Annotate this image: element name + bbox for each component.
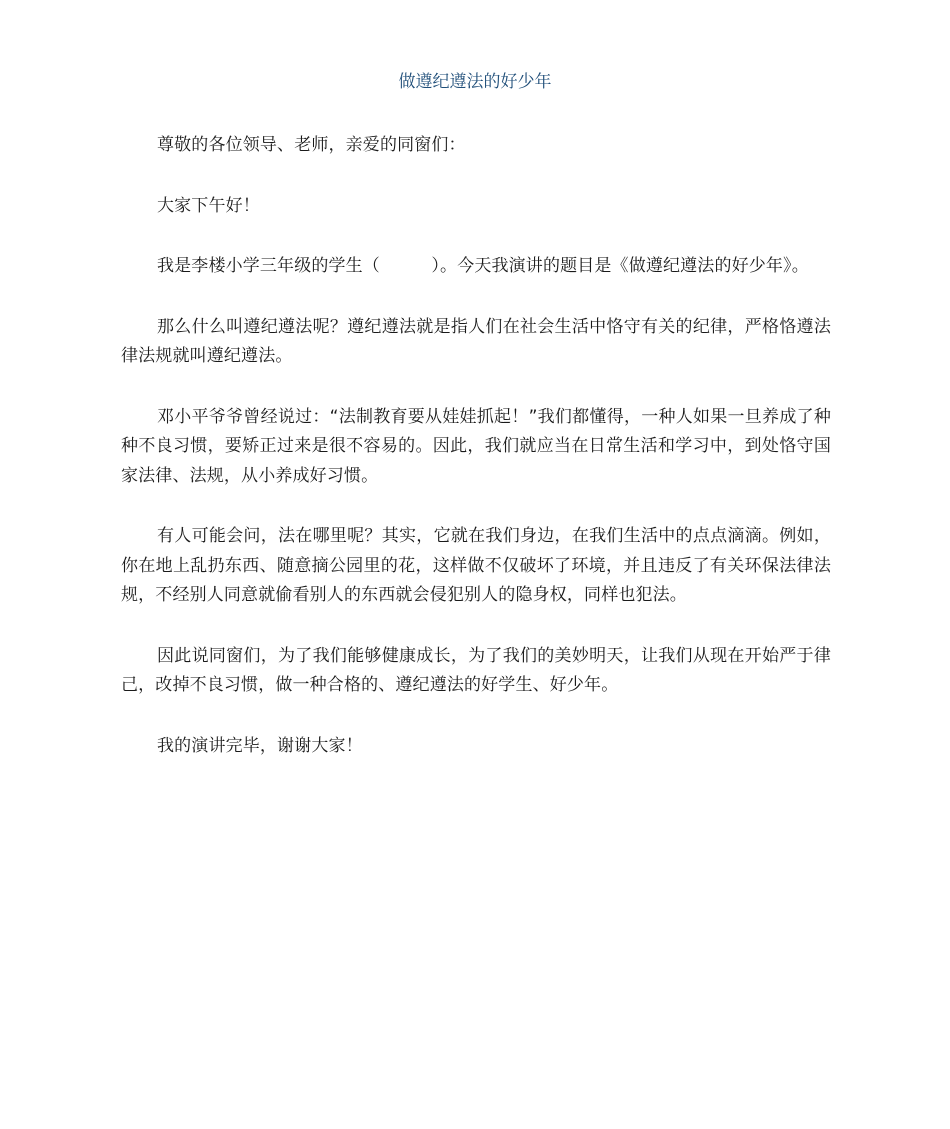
paragraph-salutation: 大家下午好！: [157, 195, 260, 216]
paragraph-quote: 邓小平爷爷曾经说过：“法制教育要从娃娃抓起！”我们都懂得，一种人如果一旦养成了种种不良习惯，要矫正过来是很不容易的。因此，我们就应当在日常生活和学习中，到处恪守国家法律、法规，从小养成好习惯。: [121, 406, 831, 486]
paragraph-examples: 有人可能会问，法在哪里呢？其实，它就在我们身边，在我们生活中的点点滴滴。例如，你在地上乱扔东西、随意摘公园里的花，这样做不仅破坏了环境，并且违反了有关环保法律法规，不经别人同意就偷看别人的东西就会侵犯别人的隐身权，同样也犯法。: [121, 526, 831, 605]
document-body: [121, 131, 831, 792]
paragraph-introduction: 我是李楼小学三年级的学生（ ）。今天我演讲的题目是《做遵纪遵法的好少年》。: [157, 256, 809, 276]
document-title: 做遵纪遵法的好少年: [398, 72, 552, 92]
paragraph-call-to-action: 因此说同窗们，为了我们能够健康成长，为了我们的美妙明天，让我们从现在开始严于律己，改掉不良习惯，做一种合格的、遵纪遵法的好学生、好少年。: [121, 645, 831, 695]
paragraph-definition: 那么什么叫遵纪遵法呢？遵纪遵法就是指人们在社会生活中恪守有关的纪律，严格恪遵法律法规就叫遵纪遵法。: [121, 316, 831, 366]
paragraph-greeting: 尊敬的各位领导、老师，亲爱的同窗们：: [157, 135, 466, 155]
paragraph-closing: 我的演讲完毕，谢谢大家！: [157, 735, 363, 756]
